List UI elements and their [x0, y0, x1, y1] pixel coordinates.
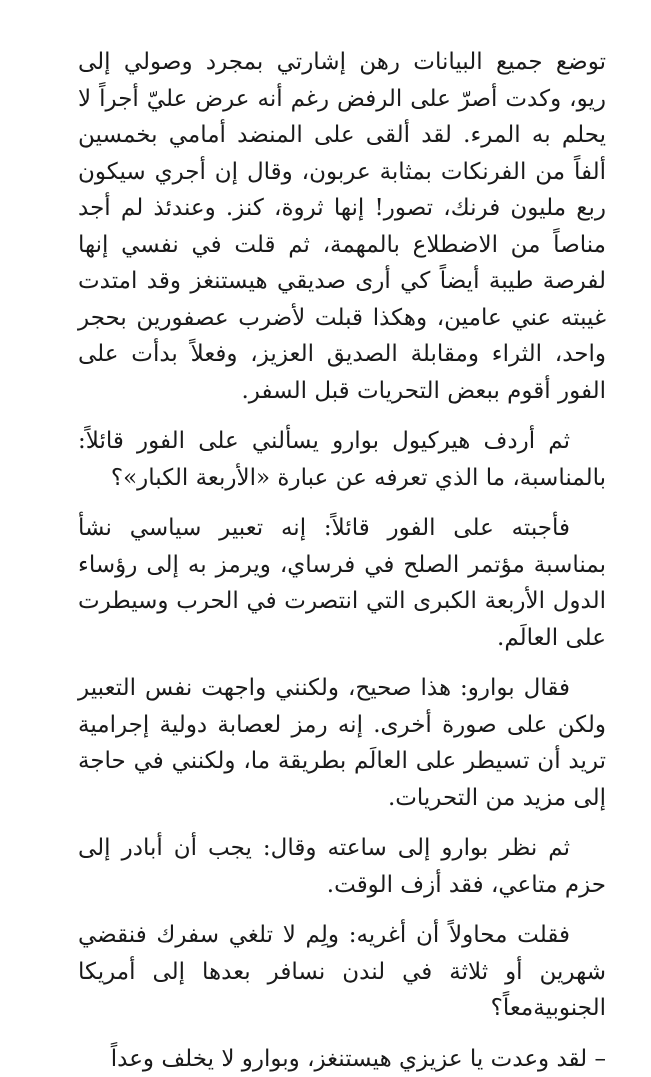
paragraph-7: – لقد وعدت يا عزيزي هيستنغز، وبوارو لا يخلف وعداً [78, 1041, 606, 1077]
paragraph-2: ثم أردف هيركيول بوارو يسألني على الفور قائلاً: بالمناسبة، ما الذي تعرفه عن عبارة «الأربعة الكبار»؟ [78, 423, 606, 496]
paragraph-3: فأجبته على الفور قائلاً: إنه تعبير سياسي نشأ بمناسبة مؤتمر الصلح في فرساي، ويرمز به إلى رؤساء الدول الأربعة الكبرى التي انتصرت في الحرب وسيطرت على العالَم. [78, 510, 606, 656]
page-text [78, 44, 606, 1077]
paragraph-4: فقال بوارو: هذا صحيح، ولكنني واجهت نفس التعبير ولكن على صورة أخرى. إنه رمز لعصابة دولية إجرامية تريد أن تسيطر على العالَم بطريقة ما، ولكنني في حاجة إلى مزيد من التحريات. [78, 670, 606, 816]
paragraph-1: توضع جميع البيانات رهن إشارتي بمجرد وصولي إلى ريو، وكدت أصرّ على الرفض رغم أنه عرض عليّ أجراً لا يحلم به المرء. لقد ألقى على المنضد أمامي بخمسين ألفاً من الفرنكات بمثابة عربون، وقال إن أجري سيكون ربع مليون فرنك، تصور! إنها ثروة، كنز. وعندئذ لم أجد مناصاً من الاضطلاع بالمهمة، ثم قلت في نفسي إنها لفرصة طيبة أيضاً كي أرى صديقي هيستنغز وقد امتدت غيبته عني عامين، وهكذا قبلت لأضرب عصفورين بحجر واحد، الثراء ومقابلة الصديق العزيز، وفعلاً بدأت على الفور أقوم ببعض التحريات قبل السفر. [78, 44, 606, 409]
paragraph-5: ثم نظر بوارو إلى ساعته وقال: يجب أن أبادر إلى حزم متاعي، فقد أزف الوقت. [78, 830, 606, 903]
paragraph-6: فقلت محاولاً أن أغريه: ولِم لا تلغي سفرك فنقضي شهرين أو ثلاثة في لندن نسافر بعدها إلى أمريكا الجنوبيةمعاً؟ [78, 917, 606, 1027]
